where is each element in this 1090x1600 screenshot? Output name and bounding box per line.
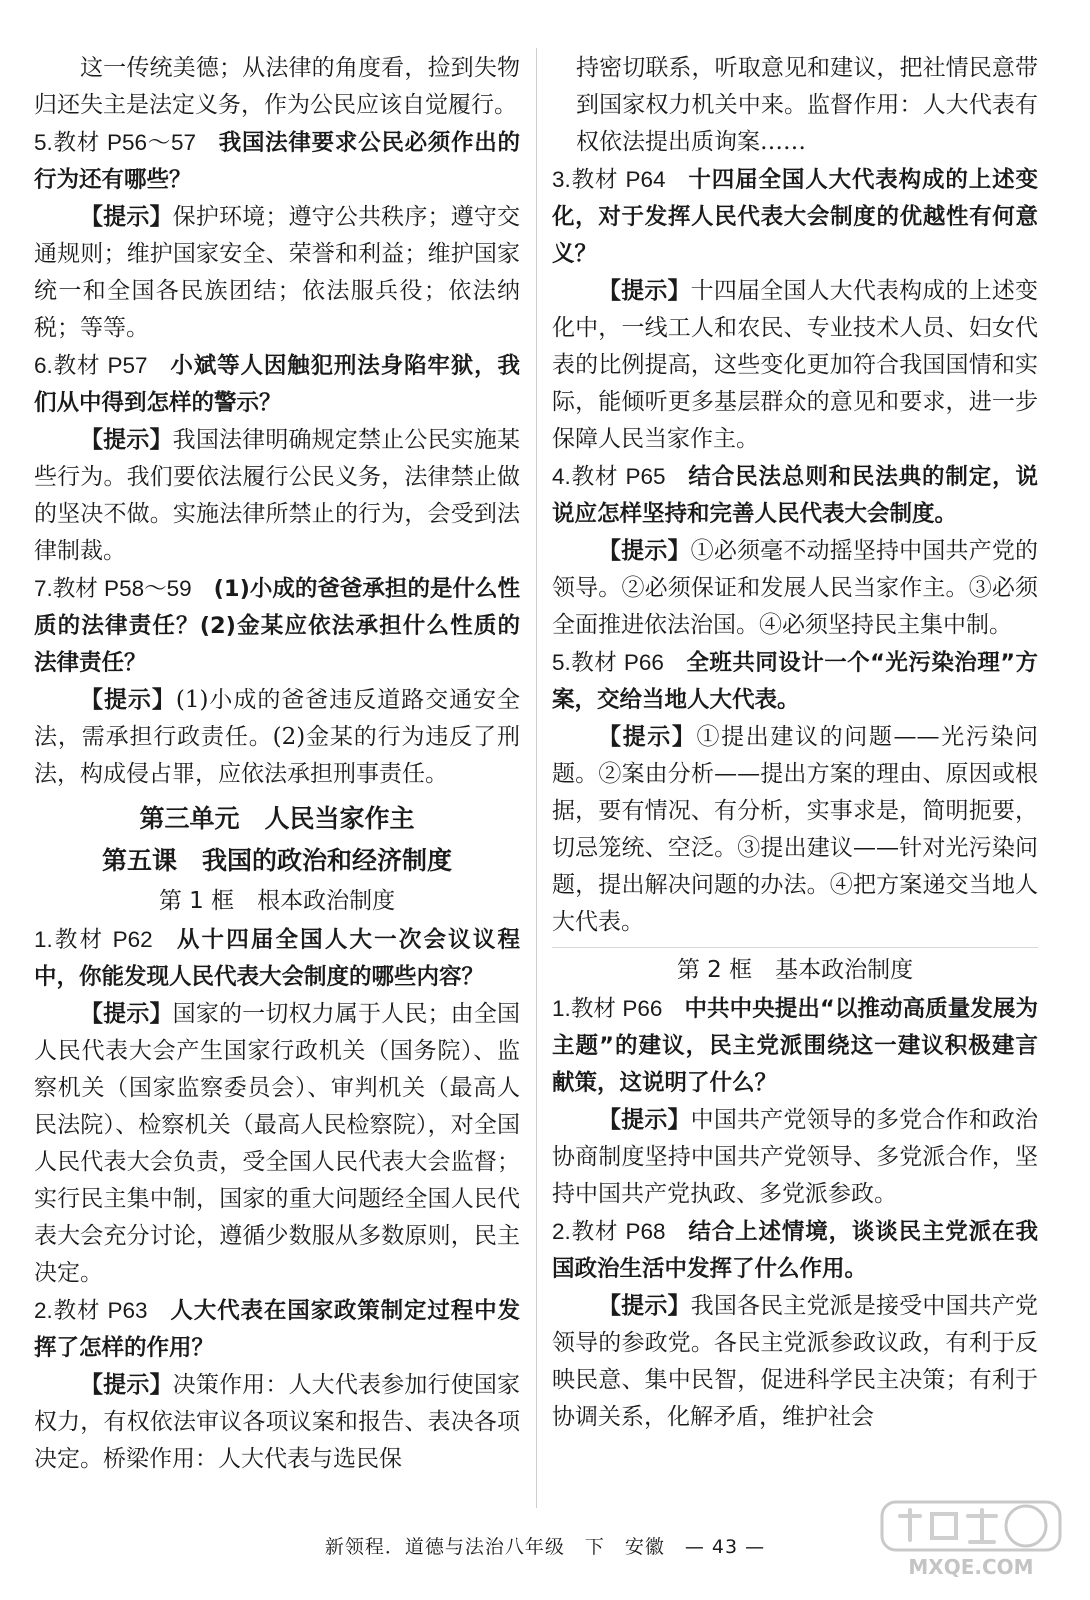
answer-3: 【提示】十四届全国人大代表构成的上述变化中，一线工人和农民、专业技术人员、妇女代表的比例提高，这些变化更加符合我国国情和实际，能倾听更多基层群众的意见和要求，进一步保障人民当家作主。 xyxy=(552,278,1039,452)
watermark-logo-icon xyxy=(876,1498,1066,1580)
question-5-right: 5.教材 P66 全班共同设计一个“光污染治理”方案，交给当地人大代表。 xyxy=(552,650,1039,713)
textbook-ref: 教材 P62 xyxy=(52,927,153,952)
answer-1: 【提示】国家的一切权力属于人民；由全国人民代表大会产生国家行政机关（国务院）、监察机关（国家监察委员会）、审判机关（最高人民法院）、检察机关（最高人民检察院），对全国人民代表大会负责，受全国人民代表大会监督；实行民主集中制，国家的重大问题经全国人民代表大会充分讨论，遵循少数服从多数原则，民主决定。 xyxy=(34,1001,521,1286)
question-1: 1.教材 P62 从十四届全国人大一次会议议程中，你能发现人民代表大会制度的哪些内容？ xyxy=(34,927,520,990)
column-divider xyxy=(536,48,537,1508)
textbook-ref: 教材 P65 xyxy=(570,464,666,489)
right-column xyxy=(552,50,1038,1436)
textbook-ref: 教材 P64 xyxy=(570,167,666,192)
answer-1-right: 【提示】中国共产党领导的多党合作和政治协商制度坚持中国共产党领导、多党派合作，坚持中国共产党执政、多党派参政。 xyxy=(552,1107,1039,1207)
answer-5: 【提示】保护环境；遵守公共秩序；遵守交通规则；维护国家安全、荣誉和利益；维护国家统一和全国各民族团结；依法服兵役；依法纳税；等等。 xyxy=(34,204,521,341)
answer-2-right: 【提示】我国各民主党派是接受中国共产党领导的参政党。各民主党派参政议政，有利于反映民意、集中民智，促进科学民主决策；有利于协调关系，化解矛盾，维护社会 xyxy=(552,1293,1039,1430)
question-5: 5.教材 P56～57 我国法律要求公民必须作出的行为还有哪些？ xyxy=(34,130,520,193)
textbook-ref: 教材 P63 xyxy=(52,1298,148,1323)
question-1-right: 1.教材 P66 中共中央提出“以推动高质量发展为主题”的建议，民主党派围绕这一建议积极建言献策，这说明了什么？ xyxy=(552,996,1038,1096)
textbook-ref: 教材 P66 xyxy=(570,996,663,1021)
textbook-ref: 教材 P58～59 xyxy=(52,576,192,601)
answer-4: 【提示】①必须毫不动摇坚持中国共产党的领导。②必须保证和发展人民当家作主。③必须全面推进依法治国。④必须坚持民主集中制。 xyxy=(552,538,1039,638)
frame-heading-2: 第 2 框 基本政治制度 xyxy=(552,947,1038,990)
frame-heading: 第 1 框 根本政治制度 xyxy=(158,888,396,914)
continued-paragraph: 持密切联系，听取意见和建议，把社情民意带到国家权力机关中来。监督作用：人大代表有权依法提出质询案…… xyxy=(576,55,1038,155)
watermark-logo xyxy=(876,1498,1066,1580)
question-7: 7.教材 P58～59 (1)小成的爸爸承担的是什么性质的法律责任？(2)金某应依法承担什么性质的法律责任？ xyxy=(34,576,520,676)
answer-2: 【提示】决策作用：人大代表参加行使国家权力，有权依法审议各项议案和报告、表决各项决定。桥梁作用：人大代表与选民保 xyxy=(34,1372,521,1472)
page-footer: 新领程．道德与法治八年级 下 安徽 — 43 — xyxy=(324,1536,766,1558)
question-3: 3.教材 P64 十四届全国人大代表构成的上述变化，对于发挥人民代表大会制度的优越性有何意义？ xyxy=(552,167,1038,267)
svg-text:MXQE.COM: MXQE.COM xyxy=(908,1555,1034,1579)
answer-5-right: 【提示】①提出建议的问题——光污染问题。②案由分析——提出方案的理由、原因或根据，要有情况、有分析，实事求是，简明扼要，切忌笼统、空泛。③提出建议——针对光污染问题，提出解决问题的办法。④把方案递交当地人大代表。 xyxy=(552,724,1038,935)
answer-6: 【提示】我国法律明确规定禁止公民实施某些行为。我们要依法履行公民义务，法律禁止做的坚决不做。实施法律所禁止的行为，会受到法律制裁。 xyxy=(34,427,521,564)
question-2-right: 2.教材 P68 结合上述情境，谈谈民主党派在我国政治生活中发挥了什么作用。 xyxy=(552,1219,1038,1282)
left-column xyxy=(34,50,520,1478)
question-4: 4.教材 P65 结合民法总则和民法典的制定，说说应怎样坚持和完善人民代表大会制度。 xyxy=(552,464,1038,527)
textbook-ref: 教材 P56～57 xyxy=(52,130,196,155)
lesson-heading: 第五课 我国的政治和经济制度 xyxy=(101,846,452,875)
answer-7: 【提示】(1)小成的爸爸违反道路交通安全法，需承担行政责任。(2)金某的行为违反了刑法，构成侵占罪，应依法承担刑事责任。 xyxy=(34,687,521,787)
textbook-ref: 教材 P57 xyxy=(52,353,148,378)
textbook-ref: 教材 P66 xyxy=(570,650,664,675)
textbook-ref: 教材 P68 xyxy=(570,1219,666,1244)
question-6: 6.教材 P57 小斌等人因触犯刑法身陷牢狱，我们从中得到怎样的警示？ xyxy=(34,353,520,416)
continued-paragraph: 这一传统美德；从法律的角度看，捡到失物归还失主是法定义务，作为公民应该自觉履行。 xyxy=(34,55,520,118)
question-2: 2.教材 P63 人大代表在国家政策制定过程中发挥了怎样的作用？ xyxy=(34,1298,520,1361)
unit-heading: 第三单元 人民当家作主 xyxy=(139,804,415,833)
